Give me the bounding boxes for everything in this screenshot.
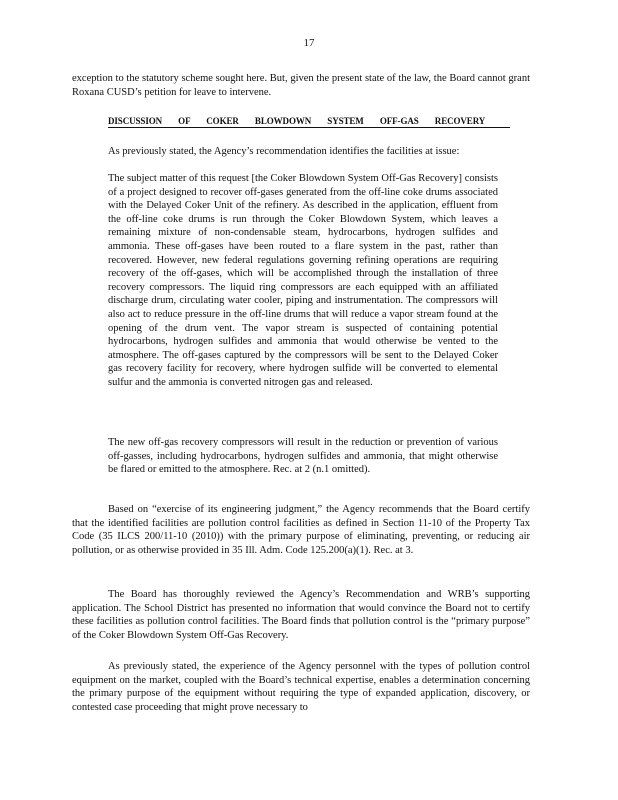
experience-paragraph: As previously stated, the experience of the Agency personnel with the types of pollution control equipment on the market, coupled with the Board’s technical expertise, enables a determination concerning the primary purpose of the equipment without requiring the type of expanded application, discovery, or contested case proceeding that might prove necessary to [72,661,530,713]
page-number: 17 [303,37,315,49]
section-heading: DISCUSSION OF COKER BLOWDOWN SYSTEM OFF-GAS RECOVERY [108,116,510,128]
block-quote-2: The new off-gas recovery compressors will result in the reduction or prevention of various off-gasses, including hydrocarbons, hydrogen sulfides and ammonia, that might otherwise be flared or emitted to the atmosphere. Rec. at 2 (n.1 omitted). [108,437,498,476]
board-review-paragraph: The Board has thoroughly reviewed the Agency’s Recommendation and WRB’s supporting application. The School District has presented no information that would convince the Board not to certify these facilities as pollution control facilities. The Board finds that pollution control is the “primary purpose” of the Coker Blowdown System Off-Gas Recovery. [72,589,530,641]
intro-paragraph: exception to the statutory scheme sought here. But, given the present state of the law, the Board cannot grant Roxana CUSD’s petition for leave to intervene. [72,73,530,98]
based-on-paragraph: Based on “exercise of its engineering judgment,” the Agency recommends that the Board certify that the identified facilities are pollution control facilities as defined in Section 11-10 of the Property Tax Code (35 ILCS 200/11-10 (2010)) with the primary purpose of eliminating, preventing, or reducing air pollution, or as otherwise provided in 35 Ill. Adm. Code 125.200(a)(1). Rec. at 3. [72,504,530,556]
previously-paragraph: As previously stated, the Agency’s recommendation identifies the facilities at issue: [108,146,460,157]
block-quote-1: The subject matter of this request [the Coker Blowdown System Off-Gas Recovery] consists of a project designed to recover off-gases generated from the off-line coke drums associated with the Delayed Coker Unit of the refinery. As described in the application, effluent from the off-line coke drums is run through the Coker Blowdown System, which leaves a remaining mixture of non-condensable steam, hydrocarbons, hydrogen sulfides and ammonia. These off-gases have been routed to a flare system in the past, rather than recovered. However, new federal regulations governing refining operations are requiring recovery of the off-gases, which will be accomplished through the installation of three recovery compressors. The liquid ring compressors are each equipped with an affiliated discharge drum, circulating water cooler, piping and instrumentation. The compressors will also act to reduce pressure in the off-line drums that will reduce a vapor stream found at the opening of the drum vent. The vapor stream is suspected of containing potential hydrocarbons, hydrogen sulfides and ammonia that would otherwise be vented to the atmosphere. The off-gases captured by the compressors will be sent to the Delayed Coker gas recovery facility for recovery, where hydrogen sulfide will be converted to elemental sulfur and the ammonia is converted nitrogen gas and released. [108,173,498,388]
